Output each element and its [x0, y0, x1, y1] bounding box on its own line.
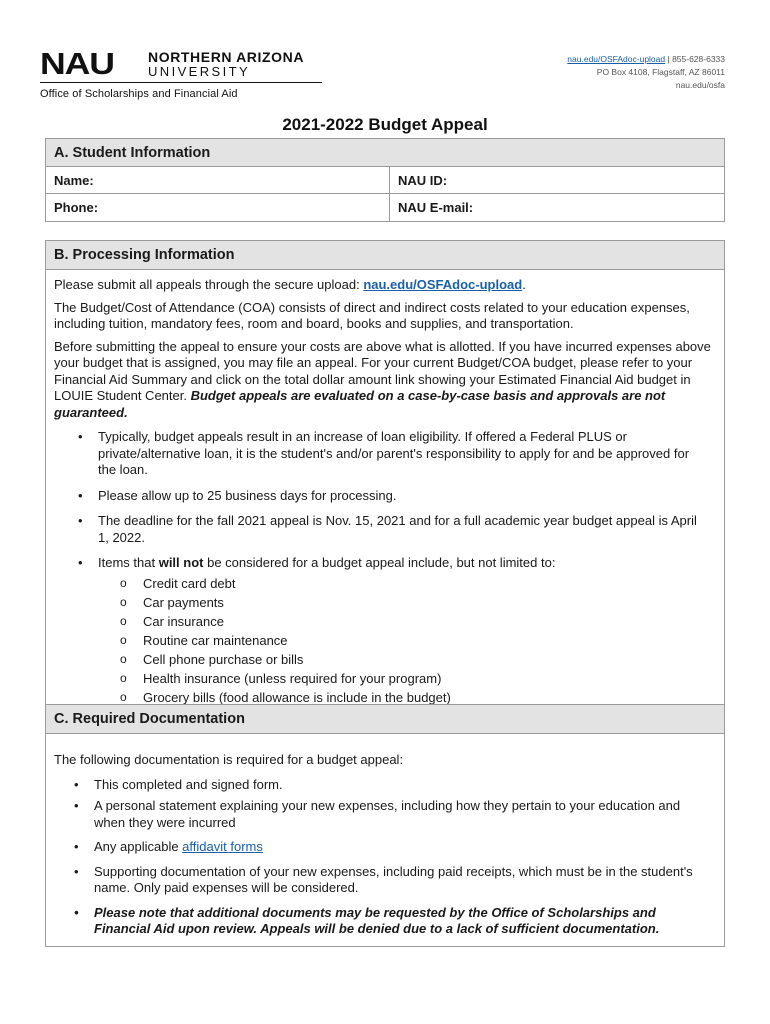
upload-link[interactable]: nau.edu/OSFAdoc-upload	[567, 54, 666, 64]
processing-section	[45, 240, 725, 947]
contact-address: PO Box 4108, Flagstaff, AZ 86011	[596, 67, 725, 77]
logo-wordmark	[148, 50, 304, 78]
excluded-item: o Grocery bills (food allowance is include in the budget)	[120, 688, 704, 707]
upload-secure-link[interactable]: nau.edu/OSFAdoc-upload	[363, 277, 523, 292]
required-documentation-section	[46, 704, 724, 938]
phone-field[interactable]: Phone:	[46, 194, 390, 221]
not-considered-emphasis: will not	[158, 555, 204, 570]
excluded-item: o Health insurance (unless required for your program)	[120, 669, 704, 688]
contact-separator: |	[665, 54, 673, 64]
upload-text-end: .	[522, 277, 526, 292]
page-title: 2021-2022 Budget Appeal	[282, 115, 488, 134]
doc-bullet-form: • This completed and signed form.	[74, 777, 702, 794]
excluded-item: o Car payments	[120, 593, 704, 612]
office-name: Office of Scholarships and Financial Aid	[40, 88, 238, 100]
paragraph-upload	[54, 277, 716, 294]
contact-website: nau.edu/osfa	[675, 80, 725, 90]
documentation-intro: The following documentation is required for a budget appeal:	[54, 752, 404, 767]
doc-bullet-statement: • A personal statement explaining your new expenses, including how they pertain to your education and when they were incurred	[74, 798, 702, 831]
paragraph-coa: The Budget/Cost of Attendance (COA) consists of direct and indirect costs related to your education expenses, including tuition, mandatory fees, room and board, books and supplies, and transportation.	[54, 299, 690, 331]
excluded-item: o Cell phone purchase or bills	[120, 650, 704, 669]
processing-bullets	[78, 429, 704, 707]
bullet-loan-eligibility: • Typically, budget appeals result in an increase of loan eligibility. If offered a Federal PLUS or private/alternative loan, it is the student's and/or parent's responsibility to apply for and be approved for the loan.	[78, 429, 704, 479]
upload-text: Please submit all appeals through the secure upload:	[54, 277, 364, 292]
not-considered-text-a: Items that	[98, 555, 159, 570]
email-field[interactable]: NAU E-mail:	[398, 200, 474, 215]
excluded-items-list	[120, 574, 704, 707]
contact-phone: 855-628-6333	[672, 54, 725, 64]
logo-rule	[40, 82, 322, 83]
nau-id-field[interactable]: NAU ID:	[398, 172, 448, 188]
submit-text: Before submitting the appeal to ensure your costs are above what is allotted. If you have incurred expenses above your budget that is assigned, you may file an appeal. For your current Budget/COA budget, please refer to your Financial Aid Summary and click on the total dollar amount link showing your Estimated Financial Aid budget in LOUIE Student Center.	[54, 338, 711, 403]
documentation-bullets	[74, 777, 702, 938]
student-information-section	[45, 138, 725, 222]
section-c-body	[46, 734, 724, 938]
section-a-heading: A. Student Information	[46, 139, 724, 167]
name-field[interactable]: Name:	[46, 167, 390, 193]
nau-logo	[40, 46, 322, 83]
logo-mark: NAU	[40, 46, 114, 81]
name-id-row	[46, 167, 724, 194]
doc-bullet-notice: • Please note that additional documents may be requested by the Office of Scholarships and Financial Aid upon review. Appeals will be denied due to a lack of sufficient documentation.	[74, 905, 702, 938]
bullet-processing-time: • Please allow up to 25 business days for processing.	[78, 488, 704, 505]
excluded-item: o Routine car maintenance	[120, 631, 704, 650]
affidavit-text: Any applicable	[94, 839, 183, 854]
section-b-body	[46, 270, 724, 707]
phone-email-row	[46, 194, 724, 221]
contact-block	[567, 53, 725, 92]
paragraph-submit	[54, 339, 716, 422]
section-c-heading: C. Required Documentation	[46, 705, 724, 734]
excluded-item: o Credit card debt	[120, 574, 704, 593]
logo-line-1: NORTHERN ARIZONA	[148, 49, 305, 65]
bullet-deadline: • The deadline for the fall 2021 appeal is Nov. 15, 2021 and for a full academic year budget appeal is April 1, 2022.	[78, 513, 704, 546]
doc-bullet-supporting: • Supporting documentation of your new expenses, including paid receipts, which must be in the student's name. Only paid expenses will be considered.	[74, 864, 702, 897]
submit-emphasis: Budget appeals are evaluated on a case-by-case basis and approvals are not guaranteed.	[54, 388, 666, 420]
logo-line-2: UNIVERSITY	[148, 64, 251, 79]
section-b-heading: B. Processing Information	[46, 241, 724, 270]
affidavit-forms-link[interactable]: affidavit forms	[182, 839, 263, 854]
excluded-item: o Car insurance	[120, 612, 704, 631]
not-considered-text-c: be considered for a budget appeal include, but not limited to:	[203, 555, 556, 570]
doc-bullet-affidavit	[74, 839, 702, 856]
bullet-not-considered	[78, 555, 704, 707]
